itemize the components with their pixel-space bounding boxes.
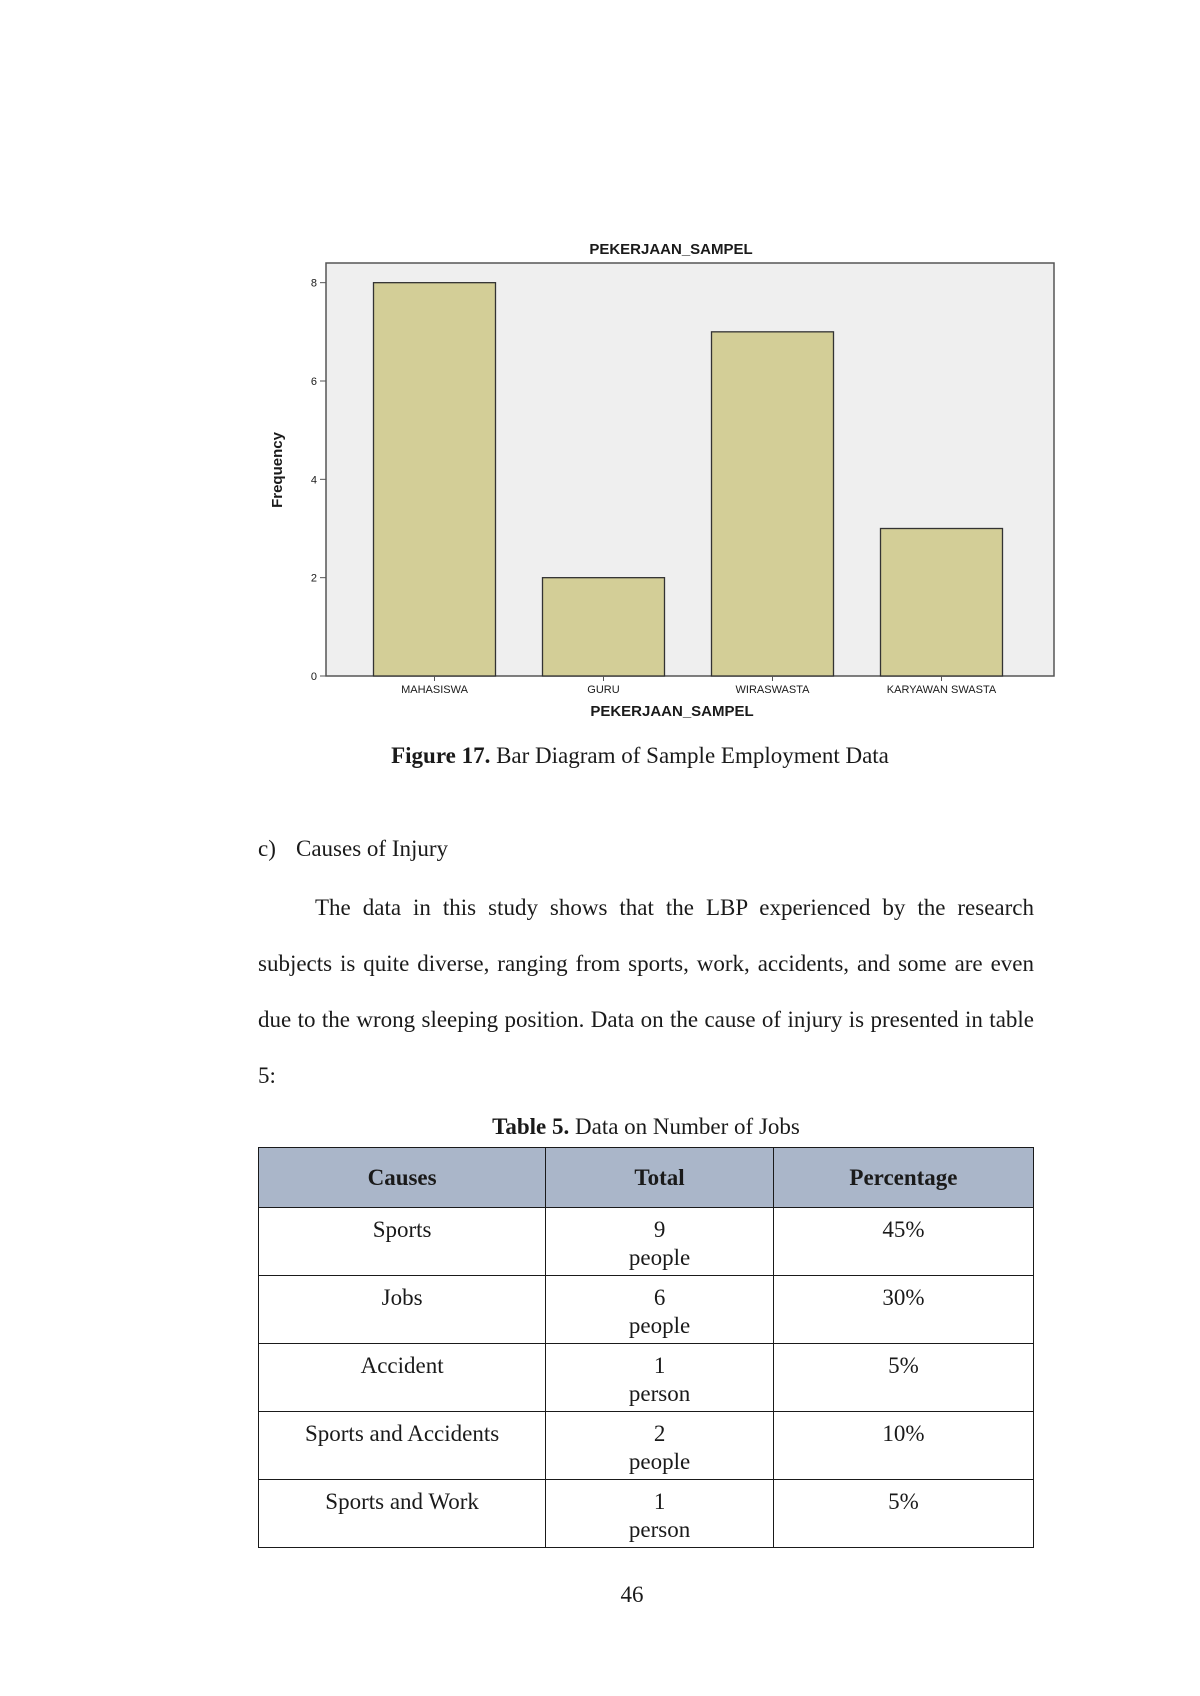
x-tick-label: WIRASWASTA [735, 684, 810, 696]
cell-cause: Sports [259, 1208, 546, 1276]
x-tick-label: KARYAWAN SWASTA [886, 684, 997, 696]
cell-percentage: 5% [773, 1344, 1033, 1412]
cell-total [546, 1276, 774, 1344]
cell-percentage: 10% [773, 1412, 1033, 1480]
causes-table [258, 1147, 1034, 1548]
figure-caption-text: Bar Diagram of Sample Employment Data [496, 743, 889, 768]
table-header-row [259, 1148, 1034, 1208]
cell-cause: Sports and Accidents [259, 1412, 546, 1480]
table-caption [258, 1114, 1034, 1140]
total-unit: people [628, 1245, 691, 1270]
bar [543, 578, 665, 676]
bar [881, 529, 1003, 677]
header-percentage: Percentage [773, 1148, 1033, 1208]
header-causes: Causes [259, 1148, 546, 1208]
x-tick-label: MAHASISWA [401, 684, 468, 696]
x-axis-label: PEKERJAAN_SAMPEL [590, 703, 754, 720]
cell-cause: Accident [259, 1344, 546, 1412]
cell-percentage: 30% [773, 1276, 1033, 1344]
total-number: 1 [653, 1353, 666, 1378]
total-unit: person [628, 1517, 691, 1542]
total-number: 6 [653, 1285, 666, 1310]
bar [374, 283, 496, 676]
y-tick-label: 4 [310, 474, 317, 487]
table-row [259, 1344, 1034, 1412]
total-number: 1 [653, 1489, 666, 1514]
table-row [259, 1412, 1034, 1480]
section-marker: c) [258, 836, 276, 861]
x-axis-tick-labels [401, 676, 997, 696]
total-number: 2 [653, 1421, 666, 1446]
bar-chart [262, 232, 1062, 732]
cell-total [546, 1412, 774, 1480]
y-tick-label: 2 [310, 572, 317, 585]
section-title: Causes of Injury [296, 836, 449, 861]
figure-caption [380, 742, 900, 770]
section-heading [258, 836, 448, 862]
body-paragraph: The data in this study shows that the LBP experienced by the research subjects is quite diverse, ranging from sports, work, accidents, and some are even due to the wrong sleeping position. Data on the cause of injury is presented in table 5: [258, 895, 1034, 1088]
y-axis [311, 278, 326, 683]
bar [712, 332, 834, 676]
page-number: 46 [620, 1582, 644, 1607]
table-row [259, 1208, 1034, 1276]
y-tick-label: 6 [310, 376, 317, 388]
cell-total [546, 1208, 774, 1276]
cell-cause: Sports and Work [259, 1480, 546, 1548]
table-row [259, 1480, 1034, 1548]
total-unit: people [628, 1313, 691, 1338]
cell-total [546, 1344, 774, 1412]
cell-percentage: 5% [773, 1480, 1033, 1548]
table-label: Table 5. [492, 1114, 570, 1139]
x-tick-label: GURU [587, 684, 620, 696]
cell-total [546, 1480, 774, 1548]
figure-label: Figure 17. [391, 743, 491, 768]
chart-title: PEKERJAAN_SAMPEL [589, 241, 753, 258]
total-unit: person [628, 1381, 691, 1406]
cell-percentage: 45% [773, 1208, 1033, 1276]
header-total: Total [546, 1148, 774, 1208]
y-tick-label: 0 [310, 671, 317, 683]
total-unit: people [628, 1449, 691, 1474]
table-title-text: Data on Number of Jobs [575, 1114, 800, 1139]
cell-cause: Jobs [259, 1276, 546, 1344]
total-number: 9 [653, 1217, 666, 1242]
y-axis-label: Frequency [269, 432, 286, 508]
table-row [259, 1276, 1034, 1344]
y-tick-label: 8 [310, 277, 317, 290]
